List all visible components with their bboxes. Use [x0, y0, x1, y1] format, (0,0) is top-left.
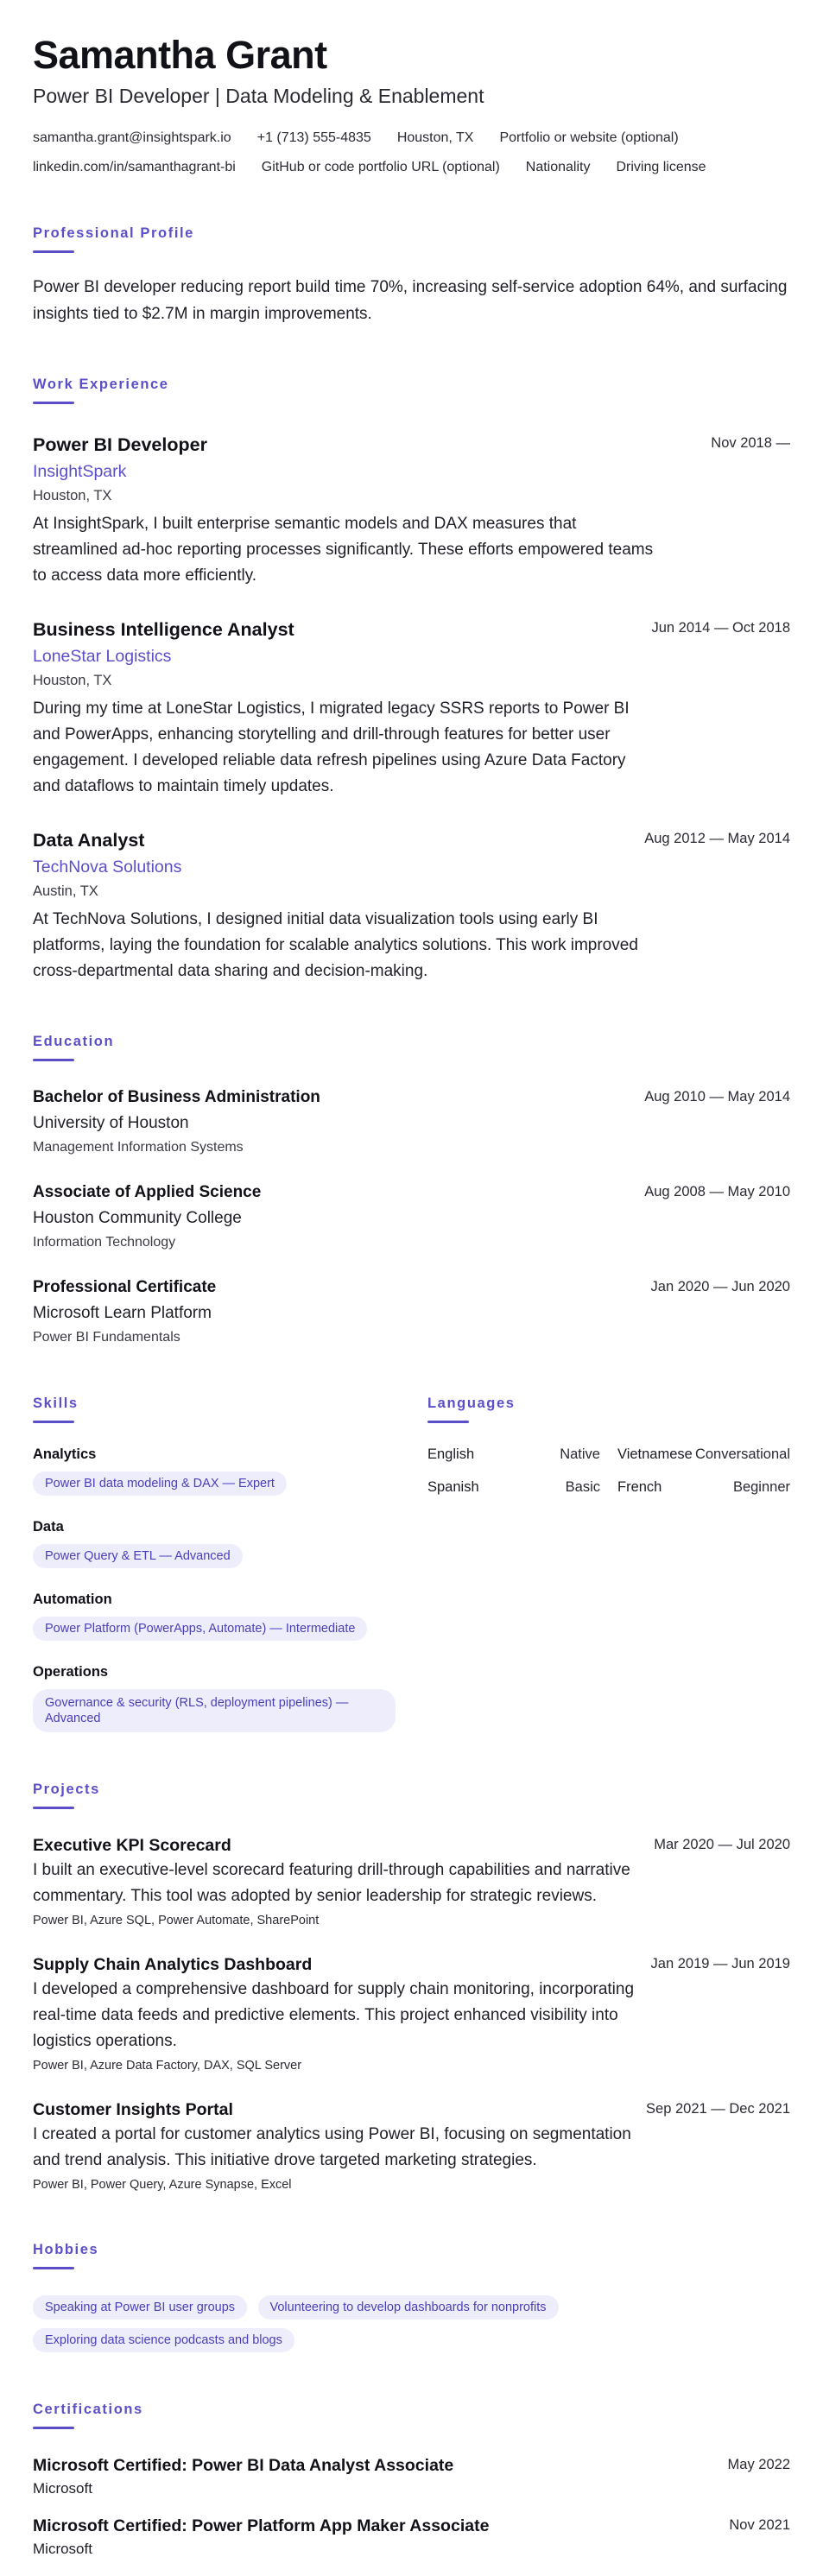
language-level: Beginner	[732, 1479, 790, 1495]
job-company: InsightSpark	[33, 462, 127, 481]
experience-section	[33, 376, 790, 984]
certification-date: Nov 2021	[729, 2517, 790, 2533]
section-divider	[33, 250, 74, 253]
education-school: Houston Community College	[33, 1209, 242, 1227]
skill-category: Data	[33, 1519, 64, 1535]
section-title: Hobbies	[33, 2242, 99, 2257]
project-entry	[33, 1954, 790, 2073]
project-entry	[33, 2099, 790, 2193]
project-dates: Mar 2020 — Jul 2020	[654, 1837, 790, 1852]
hobby-tag: Exploring data science podcasts and blogs	[33, 2328, 294, 2352]
project-description: I created a portal for customer analytics using Power BI, focusing on segmentation and trend analysis. This initiative drove targeted marketing strategies.	[33, 2125, 631, 2169]
education-dates: Aug 2010 — May 2014	[644, 1089, 790, 1104]
education-school: University of Houston	[33, 1114, 189, 1132]
hobby-list	[33, 2287, 637, 2352]
candidate-headline: Power BI Developer | Data Modeling & Enablement	[33, 85, 484, 107]
language-level: Basic	[565, 1479, 600, 1495]
certification-entry	[33, 2455, 790, 2498]
job-dates: Jun 2014 — Oct 2018	[651, 620, 790, 636]
section-divider	[427, 1421, 469, 1423]
contact-phone[interactable]: +1 (713) 555-4835	[256, 130, 371, 145]
project-title: Customer Insights Portal	[33, 2100, 233, 2119]
job-location: Austin, TX	[33, 883, 98, 899]
job-location: Houston, TX	[33, 488, 112, 503]
section-divider	[33, 2427, 74, 2429]
job-dates: Aug 2012 — May 2014	[644, 831, 790, 846]
job-description: During my time at LoneStar Logistics, I migrated legacy SSRS reports to Power BI and PowerApps, enhancing storytelling and drill-through features for better user engagement. I developed reliable data refresh pipelines using Azure Data Factory and dataflows to maintain timely updates.	[33, 699, 630, 795]
language-item	[427, 1478, 600, 1496]
project-title: Supply Chain Analytics Dashboard	[33, 1955, 313, 1974]
language-name: Vietnamese	[617, 1446, 693, 1462]
skill-tag: Power BI data modeling & DAX — Expert	[33, 1472, 287, 1496]
language-item	[617, 1478, 790, 1496]
resume-header	[33, 33, 790, 176]
job-entry	[33, 434, 790, 589]
section-title: Projects	[33, 1782, 100, 1797]
contact-location: Houston, TX	[396, 130, 474, 145]
contact-email[interactable]: samantha.grant@insightspark.io	[33, 130, 231, 145]
education-field: Management Information Systems	[33, 1140, 244, 1155]
certification-entry	[33, 2516, 790, 2559]
language-level: Native	[560, 1446, 600, 1462]
hobby-tag: Speaking at Power BI user groups	[33, 2295, 247, 2320]
section-title: Work Experience	[33, 377, 169, 392]
section-title: Professional Profile	[33, 225, 194, 241]
languages-grid	[427, 1446, 790, 1496]
contact-linkedin[interactable]: linkedin.com/in/samanthagrant-bi	[33, 160, 236, 174]
language-name: French	[617, 1479, 662, 1495]
project-description: I built an executive-level scorecard featuring drill-through capabilities and narrative commentary. This tool was adopted by senior leadership for strategic reviews.	[33, 1861, 630, 1905]
profile-section	[33, 225, 790, 327]
job-title: Data Analyst	[33, 830, 145, 851]
contact-driving-license: Driving license	[616, 160, 706, 174]
section-divider	[33, 1421, 74, 1423]
education-entry	[33, 1182, 790, 1251]
project-tech: Power BI, Azure Data Factory, DAX, SQL Server	[33, 2059, 302, 2073]
section-title: Languages	[427, 1396, 516, 1411]
education-field: Power BI Fundamentals	[33, 1330, 180, 1345]
contact-github[interactable]: GitHub or code portfolio URL (optional)	[261, 160, 500, 174]
skill-tag: Governance & security (RLS, deployment pipelines) — Advanced	[33, 1689, 396, 1732]
education-degree: Associate of Applied Science	[33, 1183, 262, 1201]
job-description: At TechNova Solutions, I designed initial data visualization tools using early BI platforms, laying the foundation for scalable analytics solutions. This work improved cross-departmental data sharing and decision-making.	[33, 910, 638, 980]
education-school: Microsoft Learn Platform	[33, 1304, 212, 1322]
skills-section	[33, 1395, 427, 1732]
skill-tag: Power Platform (PowerApps, Automate) — Intermediate	[33, 1617, 367, 1641]
profile-text: Power BI developer reducing report build time 70%, increasing self-service adoption 64%, and surfacing insights tied to $2.7M in margin improvements.	[33, 278, 788, 323]
hobby-tag: Volunteering to develop dashboards for nonprofits	[258, 2295, 559, 2320]
language-item	[617, 1446, 790, 1463]
language-name: Spanish	[427, 1479, 479, 1495]
job-entry	[33, 829, 790, 984]
job-title: Power BI Developer	[33, 434, 207, 455]
section-title: Education	[33, 1034, 115, 1049]
project-description: I developed a comprehensive dashboard for supply chain monitoring, incorporating real-time data feeds and predictive elements. This project enhanced visibility into logistics operations.	[33, 1980, 635, 2050]
job-dates: Nov 2018 —	[711, 435, 790, 451]
hobbies-section	[33, 2241, 790, 2352]
skill-category: Analytics	[33, 1446, 97, 1462]
candidate-name: Samantha Grant	[33, 33, 327, 77]
certifications-section	[33, 2401, 790, 2559]
contact-list	[33, 130, 790, 176]
education-degree: Professional Certificate	[33, 1278, 217, 1296]
skills-languages-row	[33, 1395, 790, 1732]
certification-issuer: Microsoft	[33, 2480, 92, 2497]
education-field: Information Technology	[33, 1235, 176, 1250]
section-title: Skills	[33, 1396, 79, 1411]
section-divider	[33, 1059, 74, 1061]
job-title: Business Intelligence Analyst	[33, 619, 294, 640]
education-entry	[33, 1277, 790, 1346]
skill-group	[33, 1518, 427, 1568]
certification-name: Microsoft Certified: Power Platform App Maker Associate	[33, 2516, 490, 2535]
contact-portfolio[interactable]: Portfolio or website (optional)	[499, 130, 679, 145]
project-title: Executive KPI Scorecard	[33, 1836, 231, 1855]
certification-name: Microsoft Certified: Power BI Data Analyst Associate	[33, 2456, 454, 2475]
education-degree: Bachelor of Business Administration	[33, 1088, 320, 1106]
job-description: At InsightSpark, I built enterprise semantic models and DAX measures that streamlined ad-hoc reporting processes significantly. These efforts empowered teams to access data more efficiently.	[33, 515, 654, 585]
education-dates: Jan 2020 — Jun 2020	[650, 1279, 790, 1294]
language-level: Conversational	[694, 1446, 790, 1462]
education-section	[33, 1033, 790, 1346]
section-divider	[33, 1807, 74, 1809]
language-item	[427, 1446, 600, 1463]
skill-tag: Power Query & ETL — Advanced	[33, 1544, 243, 1568]
job-company: LoneStar Logistics	[33, 647, 172, 666]
language-name: English	[427, 1446, 475, 1462]
job-location: Houston, TX	[33, 673, 112, 688]
skill-category: Automation	[33, 1592, 112, 1607]
project-dates: Sep 2021 — Dec 2021	[646, 2101, 790, 2117]
education-dates: Aug 2008 — May 2010	[644, 1184, 790, 1199]
project-tech: Power BI, Azure SQL, Power Automate, SharePoint	[33, 1914, 320, 1927]
project-tech: Power BI, Power Query, Azure Synapse, Excel	[33, 2178, 292, 2192]
skill-group	[33, 1663, 427, 1732]
skill-group	[33, 1591, 427, 1641]
project-entry	[33, 1835, 790, 1928]
contact-nationality: Nationality	[525, 160, 591, 174]
education-entry	[33, 1087, 790, 1156]
projects-section	[33, 1781, 790, 2193]
languages-section	[427, 1395, 790, 1732]
certification-issuer: Microsoft	[33, 2541, 92, 2557]
job-company: TechNova Solutions	[33, 858, 182, 877]
certification-date: May 2022	[727, 2457, 790, 2472]
section-title: Certifications	[33, 2402, 143, 2417]
job-entry	[33, 618, 790, 800]
project-dates: Jan 2019 — Jun 2019	[650, 1956, 790, 1972]
skill-category: Operations	[33, 1664, 109, 1680]
section-divider	[33, 402, 74, 404]
skill-group	[33, 1446, 427, 1496]
section-divider	[33, 2267, 74, 2269]
